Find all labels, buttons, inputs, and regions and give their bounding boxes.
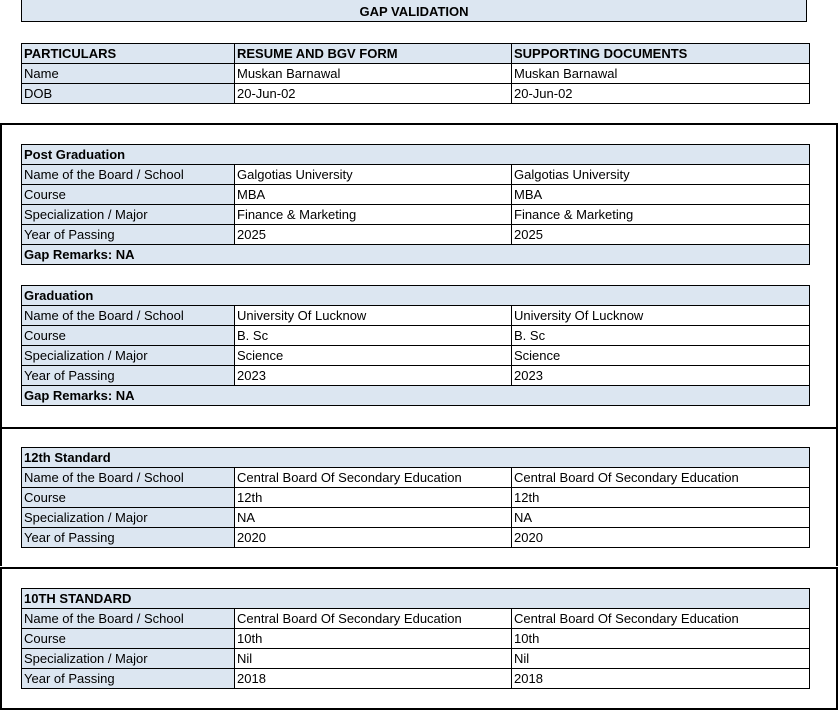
- supporting-value: Science: [512, 346, 810, 366]
- supporting-value: 2020: [512, 528, 810, 548]
- supporting-value: Finance & Marketing: [512, 205, 810, 225]
- resume-value: MBA: [235, 185, 512, 205]
- supporting-value: Muskan Barnawal: [512, 64, 810, 84]
- resume-value: NA: [235, 508, 512, 528]
- twelfth-standard-table: [21, 447, 810, 548]
- section-heading: 10TH STANDARD: [22, 589, 810, 609]
- section-heading: 12th Standard: [22, 448, 810, 468]
- supporting-value: MBA: [512, 185, 810, 205]
- row-label: Name of the Board / School: [22, 468, 235, 488]
- resume-value: 2020: [235, 528, 512, 548]
- table-row: [22, 306, 810, 326]
- row-label: Name of the Board / School: [22, 306, 235, 326]
- table-row: [22, 528, 810, 548]
- supporting-value: Galgotias University: [512, 165, 810, 185]
- row-label: Specialization / Major: [22, 649, 235, 669]
- row-label: Year of Passing: [22, 366, 235, 386]
- table-row: [22, 64, 810, 84]
- table-row: [22, 165, 810, 185]
- row-label: Specialization / Major: [22, 205, 235, 225]
- supporting-value: 2025: [512, 225, 810, 245]
- supporting-header: SUPPORTING DOCUMENTS: [512, 44, 810, 64]
- row-label: Name: [22, 64, 235, 84]
- sheet-title: GAP VALIDATION: [21, 0, 807, 22]
- table-row: [22, 326, 810, 346]
- table-row: [22, 468, 810, 488]
- table-row: [22, 205, 810, 225]
- table-row: [22, 225, 810, 245]
- section-heading: Graduation: [22, 286, 810, 306]
- resume-value: Nil: [235, 649, 512, 669]
- table-row: [22, 185, 810, 205]
- supporting-value: Central Board Of Secondary Education: [512, 609, 810, 629]
- resume-value: 10th: [235, 629, 512, 649]
- resume-value: 2023: [235, 366, 512, 386]
- row-label: Name of the Board / School: [22, 609, 235, 629]
- supporting-value: University Of Lucknow: [512, 306, 810, 326]
- table-row: [22, 649, 810, 669]
- row-label: Specialization / Major: [22, 508, 235, 528]
- supporting-value: 2018: [512, 669, 810, 689]
- post-graduation-table: [21, 144, 810, 265]
- table-row: [22, 508, 810, 528]
- resume-value: 2018: [235, 669, 512, 689]
- table-row: [22, 84, 810, 104]
- resume-value: University Of Lucknow: [235, 306, 512, 326]
- resume-value: Science: [235, 346, 512, 366]
- header-row: [22, 44, 810, 64]
- resume-value: Galgotias University: [235, 165, 512, 185]
- resume-value: 12th: [235, 488, 512, 508]
- row-label: Course: [22, 488, 235, 508]
- supporting-value: 10th: [512, 629, 810, 649]
- row-label: Course: [22, 326, 235, 346]
- supporting-value: 12th: [512, 488, 810, 508]
- resume-value: Central Board Of Secondary Education: [235, 468, 512, 488]
- gap-remarks: Gap Remarks: NA: [22, 245, 810, 265]
- table-row: [22, 629, 810, 649]
- row-label: Name of the Board / School: [22, 165, 235, 185]
- resume-value: B. Sc: [235, 326, 512, 346]
- section-separator: [0, 708, 838, 710]
- resume-value: Muskan Barnawal: [235, 64, 512, 84]
- supporting-value: 2023: [512, 366, 810, 386]
- personal-details-table: [21, 43, 810, 104]
- graduation-table: [21, 285, 810, 406]
- table-row: [22, 609, 810, 629]
- row-label: DOB: [22, 84, 235, 104]
- row-label: Course: [22, 629, 235, 649]
- resume-value: 2025: [235, 225, 512, 245]
- row-label: Specialization / Major: [22, 346, 235, 366]
- table-row: [22, 366, 810, 386]
- row-label: Year of Passing: [22, 669, 235, 689]
- resume-value: Finance & Marketing: [235, 205, 512, 225]
- resume-header: RESUME AND BGV FORM: [235, 44, 512, 64]
- table-row: [22, 669, 810, 689]
- table-row: [22, 488, 810, 508]
- row-label: Course: [22, 185, 235, 205]
- supporting-value: NA: [512, 508, 810, 528]
- supporting-value: Central Board Of Secondary Education: [512, 468, 810, 488]
- particulars-header: PARTICULARS: [22, 44, 235, 64]
- section-heading: Post Graduation: [22, 145, 810, 165]
- table-row: [22, 346, 810, 366]
- supporting-value: B. Sc: [512, 326, 810, 346]
- supporting-value: 20-Jun-02: [512, 84, 810, 104]
- supporting-value: Nil: [512, 649, 810, 669]
- row-label: Year of Passing: [22, 225, 235, 245]
- tenth-standard-table: [21, 588, 810, 689]
- resume-value: 20-Jun-02: [235, 84, 512, 104]
- resume-value: Central Board Of Secondary Education: [235, 609, 512, 629]
- gap-remarks: Gap Remarks: NA: [22, 386, 810, 406]
- row-label: Year of Passing: [22, 528, 235, 548]
